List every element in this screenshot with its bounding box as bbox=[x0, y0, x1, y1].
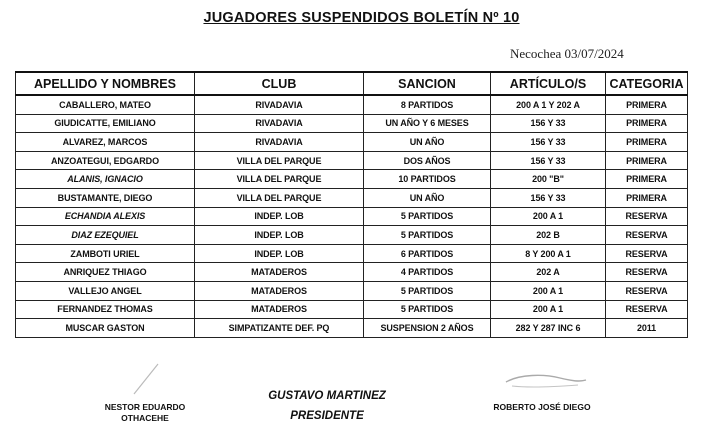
cell-name: FERNANDEZ THOMAS bbox=[16, 300, 195, 319]
cell-sancion: 5 PARTIDOS bbox=[364, 281, 491, 300]
cell-categoria: RESERVA bbox=[606, 263, 688, 282]
cell-club: SIMPATIZANTE DEF. PQ bbox=[195, 319, 364, 338]
cell-name: ECHANDIA ALEXIS bbox=[16, 207, 195, 226]
cell-sancion: UN AÑO bbox=[364, 188, 491, 207]
table-row bbox=[16, 281, 688, 300]
cell-name: ZAMBOTI URIEL bbox=[16, 244, 195, 263]
cell-articulo: 200 A 1 Y 202 A bbox=[491, 95, 606, 114]
cell-club: MATADEROS bbox=[195, 263, 364, 282]
cell-categoria: PRIMERA bbox=[606, 114, 688, 133]
cell-categoria: RESERVA bbox=[606, 226, 688, 245]
cell-club: RIVADAVIA bbox=[195, 114, 364, 133]
header-club: CLUB bbox=[195, 72, 364, 95]
cell-club: INDEP. LOB bbox=[195, 244, 364, 263]
cell-name: ANZOATEGUI, EDGARDO bbox=[16, 151, 195, 170]
cell-club: VILLA DEL PARQUE bbox=[195, 151, 364, 170]
cell-name: ALANIS, IGNACIO bbox=[16, 170, 195, 189]
signature-left-line1: NESTOR EDUARDO bbox=[104, 402, 186, 412]
cell-club: INDEP. LOB bbox=[195, 226, 364, 245]
cell-sancion: 5 PARTIDOS bbox=[364, 300, 491, 319]
header-categoria: CATEGORIA bbox=[606, 72, 688, 95]
cell-club: VILLA DEL PARQUE bbox=[195, 170, 364, 189]
cell-club: RIVADAVIA bbox=[195, 95, 364, 114]
cell-sancion: 8 PARTIDOS bbox=[364, 95, 491, 114]
cell-categoria: PRIMERA bbox=[606, 133, 688, 152]
cell-sancion: UN AÑO Y 6 MESES bbox=[364, 114, 491, 133]
signature-center-name: GUSTAVO MARTINEZ bbox=[268, 390, 386, 402]
cell-name: BUSTAMANTE, DIEGO bbox=[16, 188, 195, 207]
signature-scribble-right bbox=[500, 368, 590, 394]
cell-name: CABALLERO, MATEO bbox=[16, 95, 195, 114]
cell-categoria: PRIMERA bbox=[606, 170, 688, 189]
cell-name: VALLEJO ANGEL bbox=[16, 281, 195, 300]
header-apellido-nombres: APELLIDO Y NOMBRES bbox=[16, 72, 195, 95]
table-row bbox=[16, 151, 688, 170]
cell-categoria: RESERVA bbox=[606, 207, 688, 226]
cell-articulo: 200 A 1 bbox=[491, 281, 606, 300]
table-row bbox=[16, 300, 688, 319]
cell-sancion: 5 PARTIDOS bbox=[364, 226, 491, 245]
table-row bbox=[16, 170, 688, 189]
cell-articulo: 156 Y 33 bbox=[491, 151, 606, 170]
header-sancion: SANCION bbox=[364, 72, 491, 95]
cell-club: MATADEROS bbox=[195, 300, 364, 319]
table-row bbox=[16, 207, 688, 226]
cell-articulo: 156 Y 33 bbox=[491, 114, 606, 133]
cell-name: ALVAREZ, MARCOS bbox=[16, 133, 195, 152]
cell-articulo: 200 A 1 bbox=[491, 207, 606, 226]
cell-sancion: SUSPENSION 2 AÑOS bbox=[364, 319, 491, 338]
cell-club: MATADEROS bbox=[195, 281, 364, 300]
signature-scribble-left bbox=[120, 362, 180, 398]
cell-articulo: 202 B bbox=[491, 226, 606, 245]
cell-name: GIUDICATTE, EMILIANO bbox=[16, 114, 195, 133]
cell-articulo: 200 "B" bbox=[491, 170, 606, 189]
table-header-row bbox=[16, 72, 688, 95]
suspended-players-table bbox=[15, 71, 688, 338]
cell-club: INDEP. LOB bbox=[195, 207, 364, 226]
header-articulos: ARTÍCULO/S bbox=[491, 72, 606, 95]
table-row bbox=[16, 226, 688, 245]
signature-right-name: ROBERTO JOSÉ DIEGO bbox=[493, 402, 591, 412]
cell-sancion: UN AÑO bbox=[364, 133, 491, 152]
cell-club: VILLA DEL PARQUE bbox=[195, 188, 364, 207]
table-row bbox=[16, 114, 688, 133]
cell-club: RIVADAVIA bbox=[195, 133, 364, 152]
cell-categoria: RESERVA bbox=[606, 281, 688, 300]
cell-articulo: 282 Y 287 INC 6 bbox=[491, 319, 606, 338]
place-date: Necochea 03/07/2024 bbox=[510, 46, 624, 61]
signature-right bbox=[482, 402, 602, 413]
cell-categoria: 2011 bbox=[606, 319, 688, 338]
table-row bbox=[16, 319, 688, 338]
table-row bbox=[16, 244, 688, 263]
cell-name: DIAZ EZEQUIEL bbox=[16, 226, 195, 245]
cell-articulo: 156 Y 33 bbox=[491, 133, 606, 152]
cell-sancion: 4 PARTIDOS bbox=[364, 263, 491, 282]
table-row bbox=[16, 133, 688, 152]
cell-categoria: PRIMERA bbox=[606, 188, 688, 207]
cell-categoria: RESERVA bbox=[606, 300, 688, 319]
cell-name: ANRIQUEZ THIAGO bbox=[16, 263, 195, 282]
cell-sancion: DOS AÑOS bbox=[364, 151, 491, 170]
cell-articulo: 156 Y 33 bbox=[491, 188, 606, 207]
signature-left bbox=[100, 402, 190, 424]
signature-center bbox=[262, 386, 392, 426]
cell-sancion: 6 PARTIDOS bbox=[364, 244, 491, 263]
cell-articulo: 8 Y 200 A 1 bbox=[491, 244, 606, 263]
cell-categoria: PRIMERA bbox=[606, 95, 688, 114]
cell-articulo: 202 A bbox=[491, 263, 606, 282]
cell-sancion: 5 PARTIDOS bbox=[364, 207, 491, 226]
cell-sancion: 10 PARTIDOS bbox=[364, 170, 491, 189]
cell-categoria: RESERVA bbox=[606, 244, 688, 263]
cell-articulo: 200 A 1 bbox=[491, 300, 606, 319]
table-row bbox=[16, 188, 688, 207]
document-title: JUGADORES SUSPENDIDOS BOLETÍN Nº 10 bbox=[203, 10, 520, 26]
signature-center-role: PRESIDENTE bbox=[290, 410, 364, 422]
signature-left-line2: OTHACEHE bbox=[121, 413, 169, 423]
table-row bbox=[16, 95, 688, 114]
cell-name: MUSCAR GASTON bbox=[16, 319, 195, 338]
cell-categoria: PRIMERA bbox=[606, 151, 688, 170]
table-row bbox=[16, 263, 688, 282]
